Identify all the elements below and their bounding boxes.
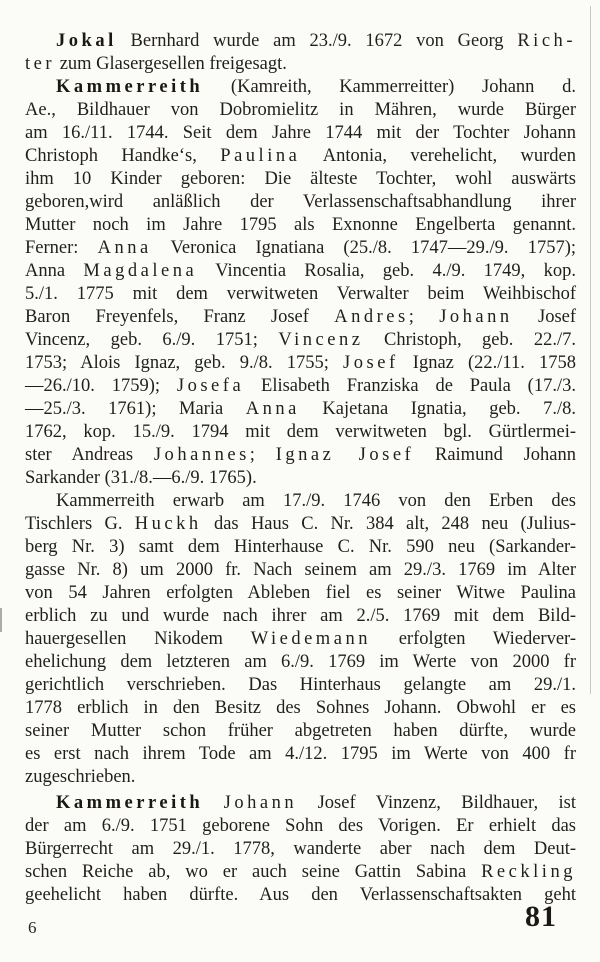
spaced-name: Johann — [439, 307, 513, 327]
text-run: Antonia, verehelicht, wurden — [300, 146, 576, 166]
text-line — [25, 628, 576, 651]
text-line — [25, 792, 576, 815]
signature-number: 6 — [28, 918, 37, 937]
paragraph — [25, 490, 576, 789]
text-run: ster Andreas — [25, 445, 154, 465]
text-line — [25, 30, 576, 53]
text-line — [25, 513, 576, 536]
text-run: 5./1. 1775 mit dem verwitweten Verwalter beim Weihbischof — [25, 284, 576, 304]
text-line — [25, 536, 576, 559]
text-line — [25, 605, 576, 628]
paragraph — [25, 30, 576, 76]
spaced-name: Andres — [334, 307, 409, 327]
text-run: ehelichung dem letzteren am 6./9. 1769 im Werte von 2000 fr — [25, 652, 576, 672]
text-run: geboren,wird anläßlich der Verlassenschaftsabhandlung ihrer — [25, 192, 576, 212]
scan-artifact-line — [590, 6, 591, 694]
text-run: Baron Freyenfels, Franz Josef — [25, 307, 335, 327]
text-run: Vincentia Rosalia, geb. 4./9. 1749, kop. — [197, 261, 576, 281]
headword: Kammerreith — [56, 793, 204, 813]
paragraph — [25, 792, 576, 907]
text-run: Christoph, geb. 22./7. — [363, 330, 576, 350]
text-line — [25, 815, 576, 838]
text-line — [25, 375, 576, 398]
text-line — [25, 283, 576, 306]
text-run: Raimund Johann — [414, 445, 576, 465]
spaced-name: Josefa — [176, 376, 245, 396]
text-line — [25, 99, 576, 122]
text-run: Ae., Bildhauer von Dobromielitz in Mähren, wurde Bürger — [25, 100, 576, 120]
text-run — [203, 793, 223, 813]
text-line — [25, 214, 576, 237]
spaced-name: Reckling — [481, 862, 576, 882]
text-line — [25, 329, 576, 352]
text-run: Elisabeth Franziska de Paula (17./3. — [244, 376, 576, 396]
spaced-name: Josef — [343, 353, 399, 373]
text-run: von 54 Jahren erfolgten Ableben fiel es seiner Witwe Paulina — [25, 583, 576, 603]
text-run: (Kamreith, Kammerreitter) Johann d. — [203, 77, 576, 97]
text-line — [25, 168, 576, 191]
text-run: Veronica Ignatiana (25./8. 1747—29./9. 1757); — [151, 238, 576, 258]
text-run: gerichtlich verschrieben. Das Hinterhaus gelangte am 29./1. — [25, 675, 576, 695]
spaced-name: Wiedemann — [250, 629, 371, 649]
text-run: —26./10. 1759); — [25, 376, 177, 396]
headword: Jokal — [56, 31, 117, 51]
text-line — [25, 145, 576, 168]
text-run: hauergesellen Nikodem — [25, 629, 251, 649]
text-run: Ignaz (22./11. 1758 — [398, 353, 576, 373]
text-run: am 16./11. 1744. Seit dem Jahre 1744 mit der Tochter Johann — [25, 123, 576, 143]
text-block — [25, 30, 576, 907]
text-line — [25, 651, 576, 674]
text-line — [25, 838, 576, 861]
text-line — [25, 743, 576, 766]
text-run: Josef — [512, 307, 577, 327]
text-run: ; — [249, 445, 276, 465]
text-line — [25, 237, 576, 260]
text-line — [25, 766, 576, 789]
text-run: das Haus C. Nr. 384 alt, 248 neu (Julius- — [201, 514, 576, 534]
spaced-name: Anna — [97, 238, 152, 258]
text-run: erblich zu und wurde nach ihrer am 2./5. 1769 mit dem Bild- — [25, 606, 576, 626]
scan-artifact-speck — [0, 608, 2, 632]
text-run: seiner Mutter schon früher abgetreten haben dürfte, wurde — [25, 721, 576, 741]
text-run: erfolgten Wiederver- — [370, 629, 577, 649]
text-line — [25, 122, 576, 145]
text-run: geehelicht haben dürfte. Aus den Verlassenschaftsakten geht — [25, 885, 576, 905]
text-run: 1778 erblich in den Besitz des Sohnes Johann. Obwohl er es — [25, 698, 576, 718]
text-line — [25, 76, 576, 99]
text-run: Christoph Handke‘s, — [25, 146, 221, 166]
spaced-name: Johannes — [153, 445, 250, 465]
text-line — [25, 191, 576, 214]
text-run: Tischlers G. — [25, 514, 135, 534]
spaced-name: Johann — [223, 793, 298, 813]
text-run: gasse Nr. 8) um 2000 fr. Nach seinem am 29./3. 1769 im Alter — [25, 560, 576, 580]
text-run: schen Reiche ab, wo er auch seine Gattin Sabina — [25, 862, 482, 882]
text-run: zum Glasergesellen freigesagt. — [55, 54, 287, 74]
page-number: 81 — [525, 900, 557, 933]
text-run: ; — [408, 307, 440, 327]
text-line — [25, 352, 576, 375]
spaced-name: Ignaz Josef — [275, 445, 415, 465]
spaced-name: Anna — [245, 399, 300, 419]
spaced-name: Rich- — [517, 31, 576, 51]
text-run: es erst nach ihrem Tode am 4./12. 1795 im Werte von 400 fr — [25, 744, 576, 764]
text-run: Sarkander (31./8.—6./9. 1765). — [25, 468, 257, 488]
text-run: Anna — [25, 261, 84, 281]
text-line — [25, 559, 576, 582]
spaced-name: Magdalena — [83, 261, 198, 281]
text-run: Bürgerrecht am 29./1. 1778, wanderte aber nach dem Deut- — [25, 839, 576, 859]
text-run: der am 6./9. 1751 geborene Sohn des Vorigen. Er erhielt das — [25, 816, 576, 836]
spaced-name: Huckh — [134, 514, 202, 534]
spaced-name: Paulina — [220, 146, 301, 166]
text-run: 1762, kop. 15./9. 1794 mit dem verwitweten bgl. Gürtlermei- — [25, 422, 576, 442]
text-line — [25, 421, 576, 444]
text-line — [25, 697, 576, 720]
spaced-name: ter — [25, 54, 56, 74]
spaced-name: Vincenz — [278, 330, 364, 350]
text-run: Kajetana Ignatia, geb. 7./8. — [299, 399, 576, 419]
text-line — [25, 884, 576, 907]
text-line — [25, 674, 576, 697]
text-line — [25, 490, 576, 513]
text-run: Josef Vinzenz, Bildhauer, ist — [297, 793, 576, 813]
text-run: —25./3. 1761); Maria — [25, 399, 246, 419]
text-line — [25, 444, 576, 467]
text-line — [25, 467, 576, 490]
text-line — [25, 306, 576, 329]
text-line — [25, 260, 576, 283]
text-line — [25, 861, 576, 884]
text-run: Kammerreith erwarb am 17./9. 1746 von den Erben des — [56, 491, 576, 511]
headword: Kammerreith — [56, 77, 204, 97]
text-line — [25, 398, 576, 421]
text-line — [25, 53, 576, 76]
text-run: Mutter noch im Jahre 1795 als Exnonne Engelberta genannt. — [25, 215, 576, 235]
text-run: zugeschrieben. — [25, 767, 136, 787]
text-run: 1753; Alois Ignaz, geb. 9./8. 1755; — [25, 353, 344, 373]
text-run: ihm 10 Kinder geboren: Die älteste Tochter, wohl auswärts — [25, 169, 576, 189]
text-run: Vincenz, geb. 6./9. 1751; — [25, 330, 279, 350]
paragraph — [25, 76, 576, 490]
text-run: Ferner: — [25, 238, 98, 258]
text-run: Bernhard wurde am 23./9. 1672 von Georg — [116, 31, 518, 51]
text-line — [25, 720, 576, 743]
text-line — [25, 582, 576, 605]
text-run: berg Nr. 3) samt dem Hinterhause C. Nr. 590 neu (Sarkander- — [25, 537, 576, 557]
